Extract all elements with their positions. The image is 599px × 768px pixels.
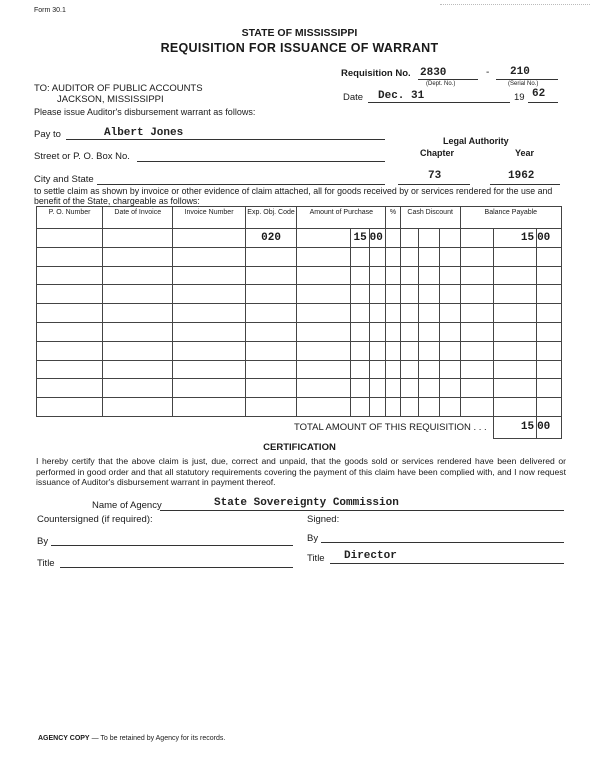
amount-header: Amount of Purchase [297,207,386,229]
date-value: Dec. 31 [378,90,425,102]
signer-title-label: Title [307,553,325,564]
year-line [528,102,558,103]
agency-value: State Sovereignty Commission [214,497,399,509]
total-row [37,416,562,438]
dept-no-caption: (Dept. No.) [426,81,456,87]
signer-by-line [321,542,564,543]
form-title: REQUISITION FOR ISSUANCE OF WARRANT [160,41,439,55]
amount-cents-cell: 00 [369,229,386,248]
form-number: Form 30.1 [34,7,66,14]
serial-no-line [496,79,558,80]
table-row [37,285,562,304]
po-number-header: P. O. Number [37,207,103,229]
exp-code-header: Exp. Obj. Code [245,207,297,229]
agency-line [160,510,564,511]
countersigned-label: Countersigned (if required): [37,514,153,525]
settle-claim-text: to settle claim as shown by invoice or other evidence of claim attached, all for goods received by or services rendered for the use and benefit of the State, chargeable as follows: [34,186,553,206]
agency-label: Name of Agency [92,500,162,511]
city-line [97,184,385,185]
amount-dollars-cell: 15 [351,229,370,248]
legal-year-value: 1962 [508,170,535,182]
total-label: TOTAL AMOUNT OF THIS REQUISITION . . . [37,416,494,438]
total-cents-cell: 00 [537,416,562,438]
year-value: 62 [532,88,546,100]
chapter-label: Chapter [420,148,455,158]
instruction-text: Please issue Auditor's disbursement warrant as follows: [34,107,256,117]
countersign-title-line [60,567,293,568]
percent-header: % [386,207,400,229]
table-row [37,341,562,360]
certification-text: I hereby certify that the above claim is just, due, correct and unpaid, that the goods sold or services rendered have been delivered or performed in good order and that all statutory requirements covering the payment of this claim have been complied with, and I now request issuance of Auditor's disbursement warrant in payment thereof. [36,456,566,487]
table-row [37,360,562,379]
signer-title-value: Director [344,550,397,562]
chapter-value: 73 [428,170,442,182]
dept-no-value: 2830 [420,67,447,79]
street-line [137,161,385,162]
table-row [37,229,562,248]
city-label: City and State [34,174,94,185]
table-row [37,266,562,285]
top-dotted-edge [440,4,590,5]
total-dollars-cell: 15 [493,416,536,438]
addressee-line2: JACKSON, MISSISSIPPI [57,94,164,105]
cash-discount-header: Cash Discount [400,207,460,229]
street-label: Street or P. O. Box No. [34,151,130,162]
pay-to-label: Pay to [34,129,61,140]
pay-to-line [66,139,385,140]
table-row [37,304,562,323]
agency-copy-text: — To be retained by Agency for its records. [91,735,226,742]
signed-label: Signed: [307,514,340,525]
table-row [37,247,562,266]
dept-no-line [418,79,478,80]
requisition-dash: - [486,67,490,78]
serial-no-value: 210 [510,66,530,78]
requisition-label: Requisition No. [341,68,411,79]
balance-header: Balance Payable [460,207,561,229]
table-row [37,398,562,417]
date-label: Date [343,92,364,103]
serial-no-caption: (Serial No.) [508,81,539,87]
exp-code-cell: 020 [245,229,297,248]
agency-copy-footer [38,735,225,742]
year-column-label: Year [515,148,535,158]
signer-by-label: By [307,533,319,544]
invoice-date-header: Date of Invoice [103,207,173,229]
countersign-title-label: Title [37,558,55,569]
balance-cents-cell: 00 [537,229,562,248]
date-line [368,102,510,103]
table-row [37,322,562,341]
certification-title: CERTIFICATION [263,442,336,453]
legal-year-line [490,184,560,185]
pay-to-value: Albert Jones [104,127,184,139]
countersign-by-line [51,545,293,546]
state-heading: STATE OF MISSISSIPPI [241,27,358,39]
signer-title-line [330,563,564,564]
table-header-row [37,207,562,229]
agency-copy-label: AGENCY COPY [38,735,90,742]
table-row [37,379,562,398]
countersign-by-label: By [37,536,49,547]
chapter-line [398,184,470,185]
legal-authority-title: Legal Authority [443,136,509,146]
claim-table [36,206,562,439]
invoice-number-header: Invoice Number [173,207,245,229]
year-prefix: 19 [514,92,525,103]
balance-dollars-cell: 15 [493,229,536,248]
addressee-line1: TO: AUDITOR OF PUBLIC ACCOUNTS [34,83,203,94]
